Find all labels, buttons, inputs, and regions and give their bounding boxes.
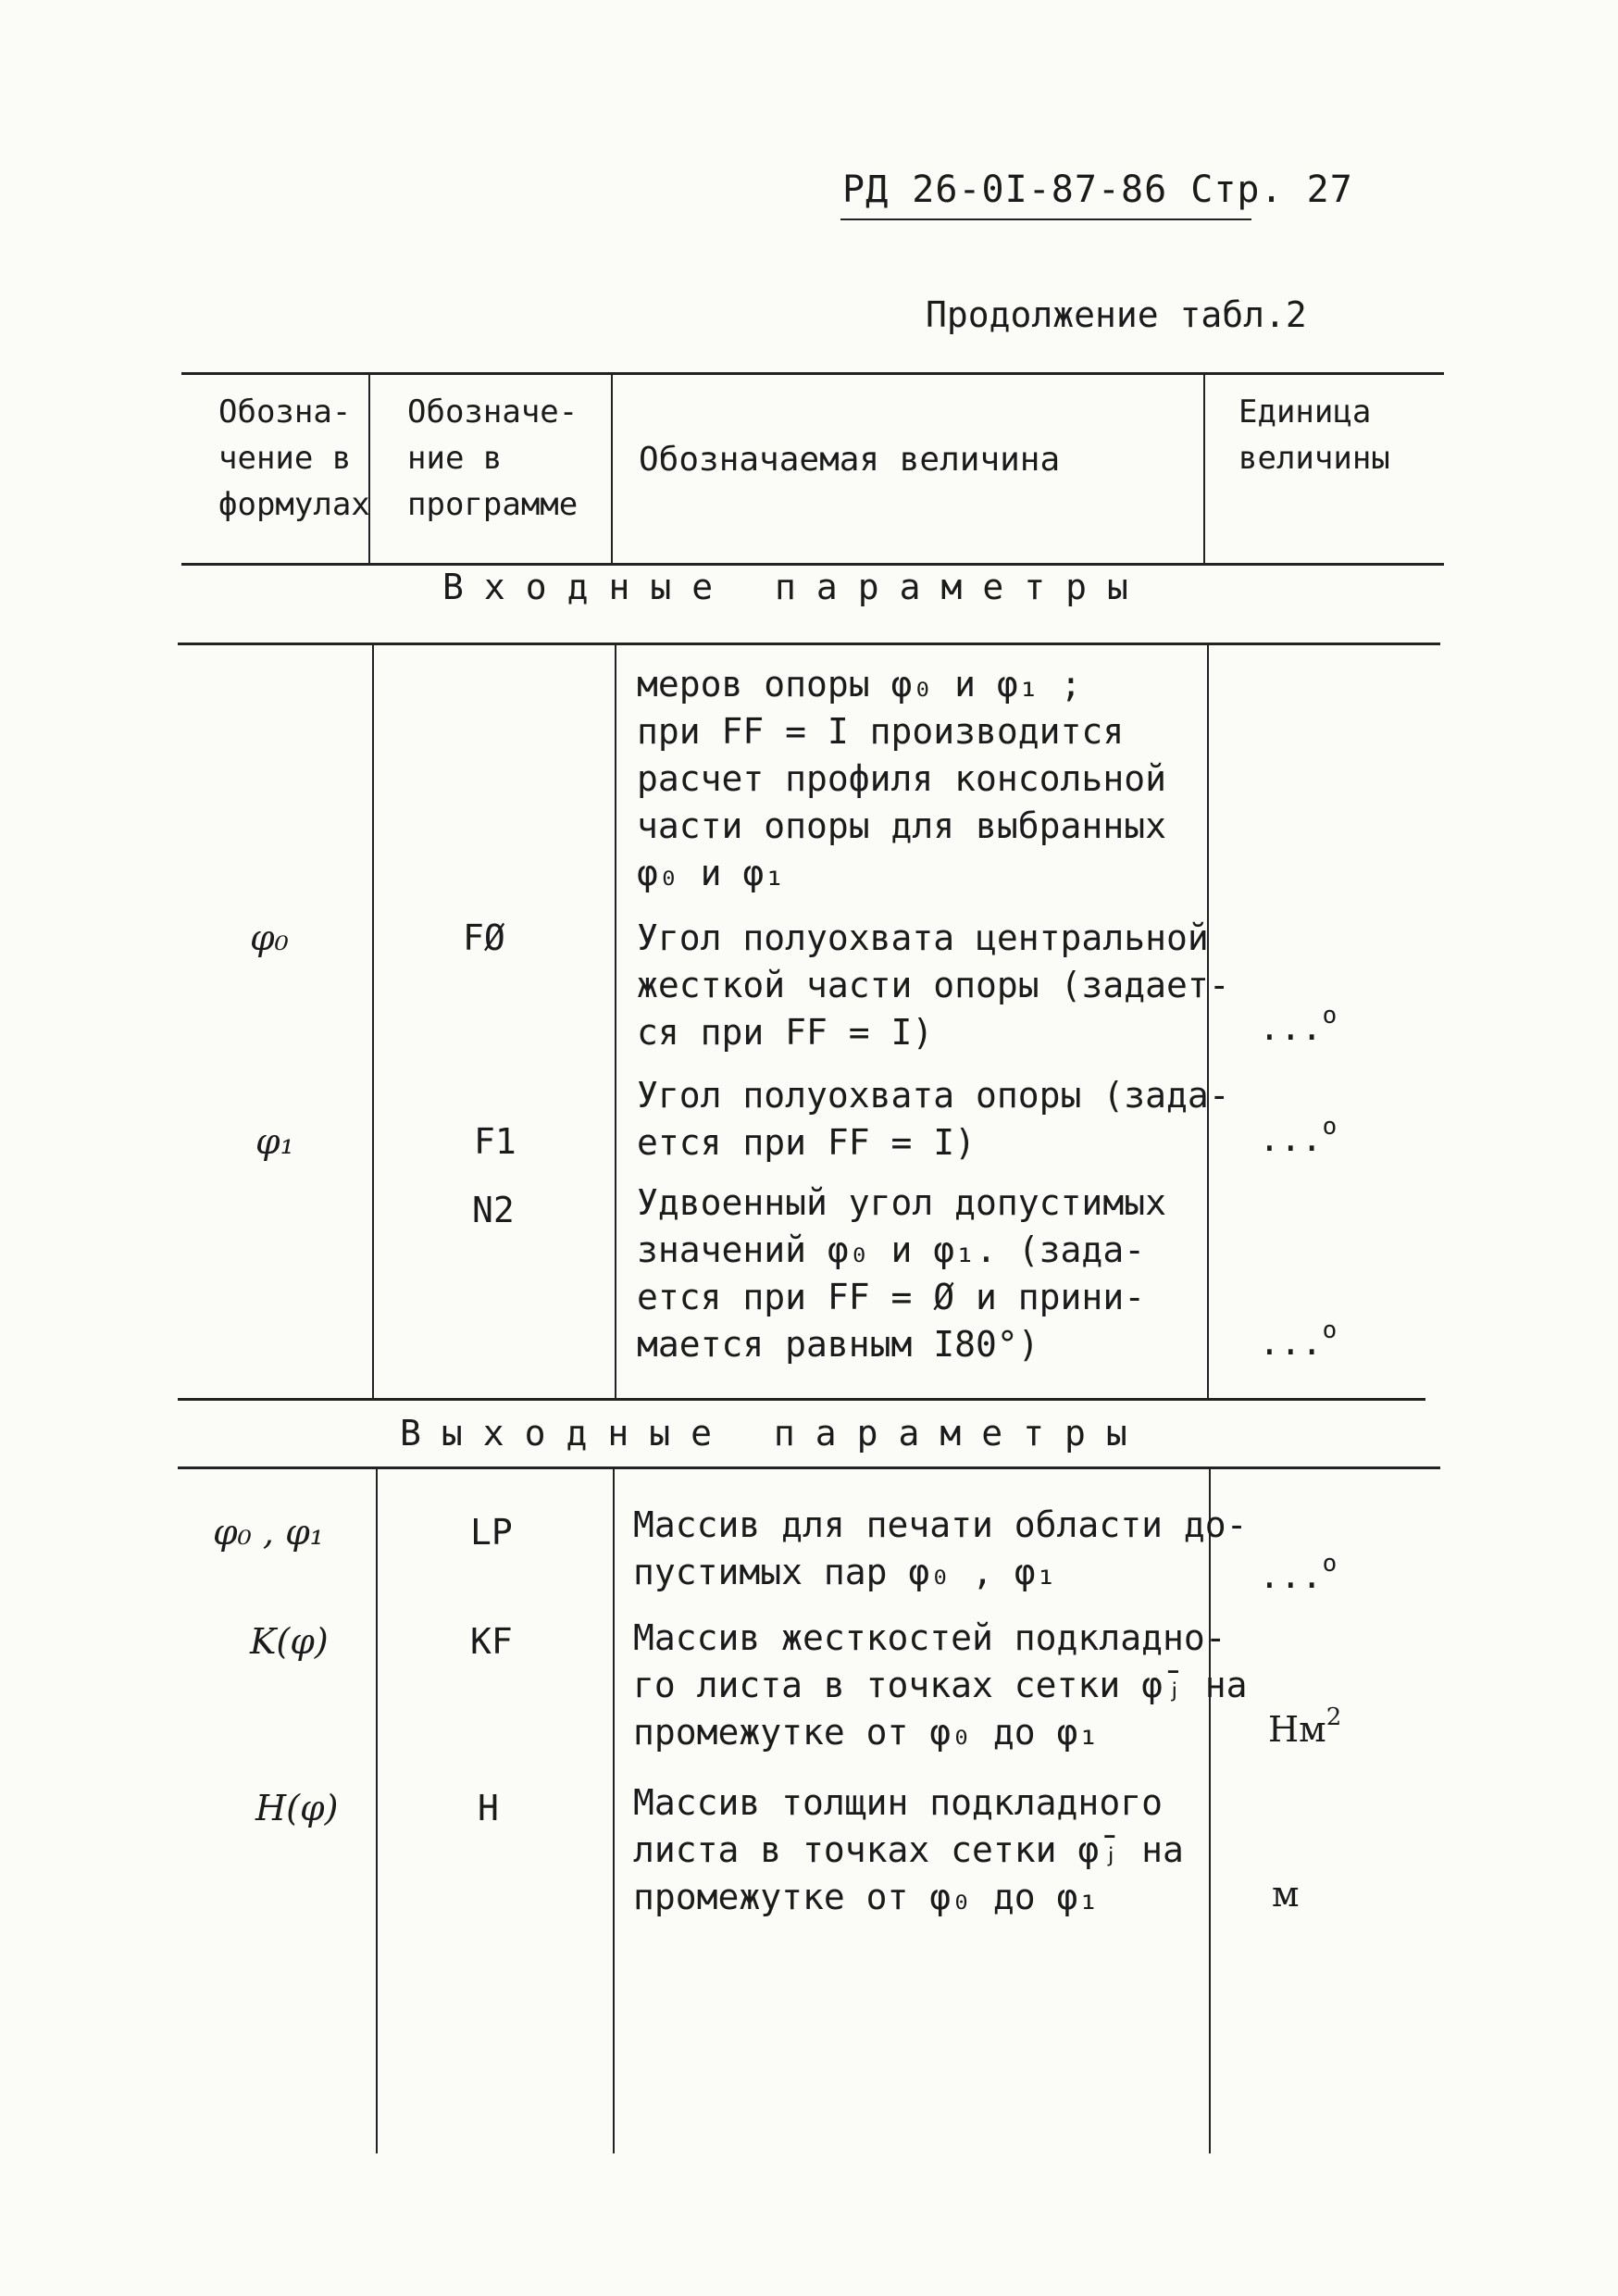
- quantity-print-array: Массив для печати области до- пустимых пар φ₀ , φ₁: [633, 1504, 1248, 1592]
- formula-symbol-h-phi: H(φ): [255, 1788, 339, 1828]
- col-header-formula-symbol: Обозна- чение в формулах: [218, 393, 370, 523]
- formula-symbol-phi1: φ₁: [255, 1121, 294, 1162]
- header-bottom-border: [181, 563, 1444, 566]
- program-symbol-lp: LP: [470, 1512, 513, 1553]
- col-divider-1-output: [376, 1468, 378, 2153]
- col-divider-2-output: [613, 1468, 615, 2153]
- quantity-central-half-angle: Угол полуохвата центральной жесткой части опоры (задает- ся при FF = I): [637, 917, 1230, 1053]
- quantity-thickness-array: Массив толщин подкладного листа в точках сетки φ̄ⱼ на промежутке от φ₀ до φ₁: [633, 1782, 1184, 1917]
- input-section-bottom: [178, 1398, 1425, 1401]
- col-header-quantity: Обозначаемая величина: [639, 441, 1061, 479]
- formula-symbol-k-phi: K(φ): [250, 1621, 329, 1662]
- header-underline: [840, 218, 1251, 220]
- col-header-program-symbol: Обозначе- ние в программе: [407, 393, 579, 523]
- quantity-stiffness-array: Массив жесткостей подкладно- го листа в точках сетки φ̄ⱼ на промежутке от φ₀ до φ₁: [633, 1617, 1248, 1753]
- program-symbol-f1: F1: [474, 1121, 517, 1162]
- document-reference: РД 26-0I-87-86 Стр. 27: [842, 168, 1353, 211]
- col-divider-2-input: [615, 644, 616, 1400]
- col-divider-1-input: [372, 644, 374, 1400]
- continued-quantity-text: меров опоры φ₀ и φ₁ ; при FF = I производится расчет профиля консольной части опоры для выбранных φ₀ и φ₁: [637, 664, 1166, 893]
- unit-degrees: ...$^o$: [1259, 1002, 1338, 1048]
- program-symbol-h: H: [478, 1788, 499, 1828]
- output-section-divider: [178, 1466, 1440, 1469]
- input-section-divider: [178, 643, 1440, 645]
- unit-meter: м: [1272, 1874, 1300, 1915]
- unit-degrees: ...$^o$: [1259, 1113, 1338, 1159]
- formula-symbol-phi0: φ₀: [250, 917, 289, 958]
- quantity-doubled-angle: Удвоенный угол допустимых значений φ₀ и φ₁. (зада- ется при FF = Ø и прини- мается равным I80°): [637, 1182, 1166, 1365]
- quantity-support-half-angle: Угол полуохвата опоры (зада- ется при FF = I): [637, 1075, 1230, 1163]
- section-title-output: Выходные параметры: [400, 1413, 1148, 1454]
- program-symbol-kf: KF: [470, 1621, 513, 1662]
- unit-degrees: ...$^o$: [1259, 1550, 1338, 1596]
- unit-degrees: ...$^o$: [1259, 1316, 1338, 1363]
- col-divider-2: [611, 374, 613, 565]
- table-continuation-label: Продолжение табл.2: [926, 294, 1307, 335]
- col-header-unit: Единица величины: [1238, 393, 1390, 477]
- program-symbol-n2: N2: [472, 1190, 515, 1230]
- unit-newton-meter-squared: $Нм^2$: [1268, 1703, 1342, 1750]
- col-divider-3: [1203, 374, 1205, 565]
- table-top-border: [181, 372, 1444, 375]
- section-title-input: Входные параметры: [442, 567, 1149, 607]
- formula-symbol-phi-pair: φ₀ , φ₁: [213, 1512, 324, 1553]
- program-symbol-f0: FØ: [463, 917, 505, 958]
